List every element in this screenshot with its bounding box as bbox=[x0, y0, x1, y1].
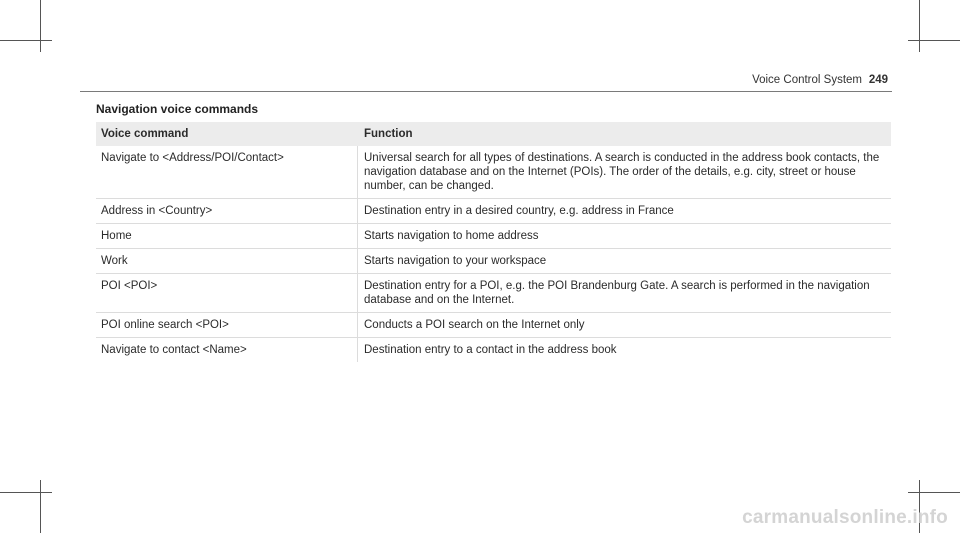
crop-mark bbox=[908, 492, 960, 493]
function-cell: Destination entry to a contact in the address book bbox=[364, 344, 617, 356]
table-row bbox=[96, 274, 891, 313]
command-cell: POI online search <POI> bbox=[96, 313, 358, 337]
command-cell: Work bbox=[96, 249, 358, 273]
function-cell: Destination entry for a POI, e.g. the POI Brandenburg Gate. A search is performed in the navigation database and on the Internet. bbox=[364, 280, 870, 306]
crop-mark bbox=[908, 40, 960, 41]
section-name: Voice Control System bbox=[752, 74, 862, 86]
function-cell: Conducts a POI search on the Internet only bbox=[364, 319, 585, 331]
command-cell: Navigate to <Address/POI/Contact> bbox=[96, 146, 358, 198]
table-row bbox=[96, 199, 891, 224]
crop-mark bbox=[40, 0, 41, 52]
crop-mark bbox=[0, 40, 52, 41]
voice-commands-table bbox=[96, 122, 891, 362]
function-cell: Starts navigation to your workspace bbox=[364, 255, 547, 267]
header-rule bbox=[80, 91, 892, 92]
table-row bbox=[96, 146, 891, 199]
running-header bbox=[700, 74, 892, 88]
table-row bbox=[96, 338, 891, 362]
function-cell: Starts navigation to home address bbox=[364, 230, 539, 242]
command-cell: Navigate to contact <Name> bbox=[96, 338, 358, 362]
table-row bbox=[96, 249, 891, 274]
command-cell: POI <POI> bbox=[96, 274, 358, 312]
crop-mark bbox=[919, 0, 920, 52]
table-header bbox=[96, 122, 891, 146]
command-cell: Address in <Country> bbox=[96, 199, 358, 223]
watermark: carmanualsonline.info bbox=[742, 507, 948, 528]
column-header-function: Function bbox=[364, 128, 413, 140]
crop-mark bbox=[40, 480, 41, 533]
column-header-command: Voice command bbox=[101, 128, 189, 140]
crop-mark bbox=[0, 492, 52, 493]
table-row bbox=[96, 313, 891, 338]
table-row bbox=[96, 224, 891, 249]
page-number: 249 bbox=[868, 74, 888, 86]
function-cell: Destination entry in a desired country, e.g. address in France bbox=[364, 205, 674, 217]
function-cell: Universal search for all types of destinations. A search is conducted in the address book contacts, the navigation database and on the Internet (POIs). The order of the details, e.g. city, street or house number, can be changed. bbox=[364, 152, 880, 192]
section-title: Navigation voice commands bbox=[96, 102, 259, 116]
command-cell: Home bbox=[96, 224, 358, 248]
